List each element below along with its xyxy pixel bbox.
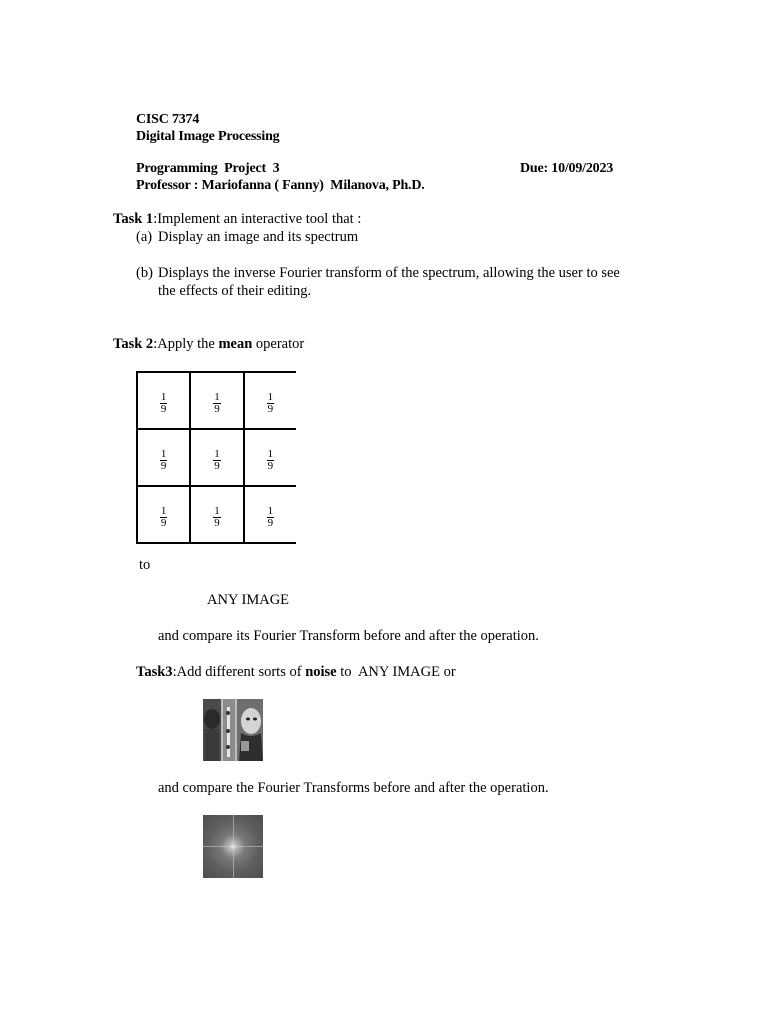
kernel-cell — [190, 429, 243, 486]
task1-heading — [113, 211, 361, 228]
kernel-denominator: 9 — [267, 516, 274, 529]
kernel-cell — [244, 429, 296, 486]
fourier-spectrum-image — [203, 815, 263, 878]
task1-item-b-marker: (b) — [136, 265, 153, 281]
kernel-fraction — [267, 506, 275, 529]
kernel-fraction — [160, 506, 168, 529]
kernel-numerator: 1 — [160, 504, 167, 517]
task1-item-b-text-line2: the effects of their editing. — [158, 283, 312, 299]
task2-to: to — [139, 557, 151, 573]
kernel-cell — [190, 372, 243, 429]
kernel-row — [137, 429, 296, 486]
task3-prefix: :Add different sorts of — [172, 664, 306, 680]
course-name: Digital Image Processing — [136, 129, 280, 144]
kernel-fraction — [213, 449, 221, 472]
kernel-numerator: 1 — [214, 390, 220, 403]
kernel-fraction — [267, 449, 275, 472]
task3-heading — [136, 664, 456, 681]
task2-any-image: ANY IMAGE — [207, 592, 290, 608]
kernel-denominator: 9 — [267, 459, 274, 472]
kernel-denominator: 9 — [160, 402, 167, 415]
task3-compare-text: and compare the Fourier Transforms before and after the operation. — [158, 780, 549, 796]
kernel-fraction — [267, 392, 275, 415]
kernel-row — [137, 486, 296, 543]
spectrum-vertical-axis — [233, 815, 234, 878]
task2-suffix: operator — [252, 336, 305, 352]
task3-keyword: noise — [305, 664, 337, 680]
kernel-numerator: 1 — [214, 447, 220, 460]
task1-label: Task 1 — [113, 211, 154, 227]
kernel-cell — [137, 372, 190, 429]
kernel-cell — [137, 486, 190, 543]
task2-heading — [113, 336, 304, 353]
kernel-cell — [244, 486, 296, 543]
sample-photo-graphic — [203, 699, 263, 761]
kernel-cell — [137, 429, 190, 486]
kernel-numerator: 1 — [267, 390, 274, 403]
kernel-denominator: 9 — [160, 516, 167, 529]
kernel-numerator: 1 — [267, 504, 274, 517]
kernel-numerator: 1 — [160, 390, 167, 403]
task1-item-a-text: Display an image and its spectrum — [158, 229, 359, 245]
task2-prefix: :Apply the — [153, 336, 219, 352]
task1-item-b-text-line1: Displays the inverse Fourier transform of the spectrum, allowing the user to see — [158, 265, 620, 281]
task2-operator: mean — [218, 336, 253, 352]
kernel-fraction — [160, 449, 168, 472]
professor: Professor : Mariofanna ( Fanny) Milanova, Ph.D. — [136, 178, 425, 193]
kernel-numerator: 1 — [267, 447, 274, 460]
task3-suffix: to ANY IMAGE or — [336, 664, 456, 680]
kernel-fraction — [160, 392, 168, 415]
kernel-denominator: 9 — [160, 459, 167, 472]
task3-label: Task3 — [136, 664, 173, 680]
kernel-denominator: 9 — [214, 516, 220, 529]
kernel-numerator: 1 — [214, 504, 220, 517]
project-title: Programming Project 3 — [136, 161, 280, 176]
course-code: CISC 7374 — [136, 112, 200, 127]
sample-photo-image — [203, 699, 263, 761]
task2-compare-text: and compare its Fourier Transform before and after the operation. — [158, 628, 539, 644]
kernel-row — [137, 372, 296, 429]
kernel-numerator: 1 — [160, 447, 167, 460]
task1-intro: :Implement an interactive tool that : — [153, 211, 362, 227]
task1-item-a-marker: (a) — [136, 229, 153, 245]
kernel-cell — [244, 372, 296, 429]
due-date: Due: 10/09/2023 — [520, 161, 614, 176]
task2-label: Task 2 — [113, 336, 154, 352]
kernel-fraction — [213, 392, 221, 415]
mean-kernel-grid — [136, 371, 296, 544]
kernel-cell — [190, 486, 243, 543]
kernel-fraction — [213, 506, 221, 529]
kernel-denominator: 9 — [267, 402, 274, 415]
kernel-denominator: 9 — [214, 459, 220, 472]
kernel-denominator: 9 — [214, 402, 220, 415]
